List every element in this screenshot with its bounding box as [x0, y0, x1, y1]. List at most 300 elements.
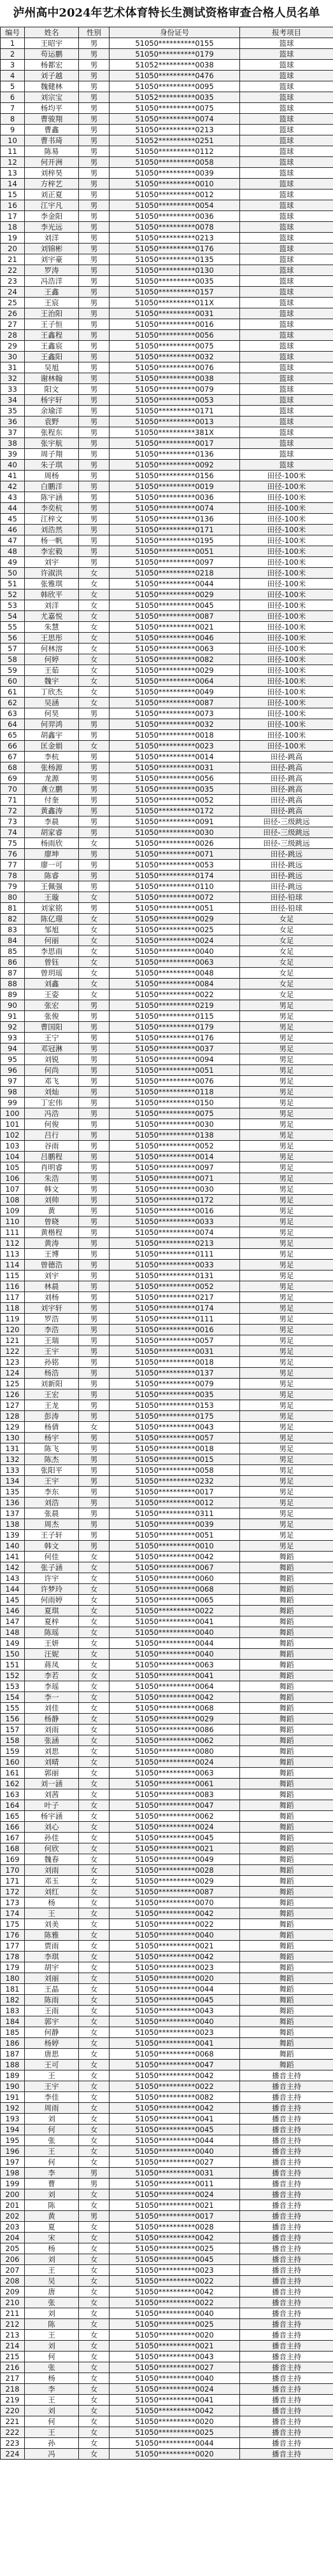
table-row: [1, 298, 333, 308]
cell-id-number: 51050**********0084: [110, 979, 240, 989]
cell-sex: 女: [79, 935, 110, 946]
cell-id-number: 51050**********0078: [110, 222, 240, 233]
cell-name: 陈: [25, 2200, 79, 2211]
cell-event: 舞蹈: [240, 1800, 333, 1811]
cell-event: 男足: [240, 1206, 333, 1216]
table-row: [1, 1216, 333, 1227]
table-row: [1, 2330, 333, 2341]
cell-sex: 女: [79, 568, 110, 579]
cell-name: 贾雨: [25, 1941, 79, 1952]
cell-sex: 男: [79, 1541, 110, 1552]
cell-name: 李佳: [25, 2092, 79, 2103]
table-row: [1, 157, 333, 168]
cell-id-number: 51050**********0195: [110, 535, 240, 546]
cell-sex: 男: [79, 1346, 110, 1357]
cell-sex: 男: [79, 1281, 110, 1292]
cell-event: 田径-100米: [240, 471, 333, 481]
table-row: [1, 968, 333, 979]
cell-number: 213: [1, 2330, 25, 2341]
cell-number: 101: [1, 1119, 25, 1130]
table-row: [1, 1573, 333, 1584]
cell-name: 陈雅: [25, 1930, 79, 1941]
table-row: [1, 1649, 333, 1660]
cell-number: 10: [1, 135, 25, 146]
cell-id-number: 51050**********0032: [110, 352, 240, 362]
cell-sex: 女: [79, 2352, 110, 2362]
cell-number: 42: [1, 481, 25, 492]
cell-id-number: 51050**********0056: [110, 773, 240, 784]
cell-event: 男足: [240, 1508, 333, 1519]
cell-number: 36: [1, 417, 25, 427]
cell-id-number: 51050**********0025: [110, 2319, 240, 2330]
cell-event: 男足: [240, 1325, 333, 1335]
cell-name: 杨一帆: [25, 535, 79, 546]
cell-event: 舞蹈: [240, 1573, 333, 1584]
cell-number: 120: [1, 1325, 25, 1335]
cell-sex: 男: [79, 406, 110, 417]
cell-name: 袁野: [25, 417, 79, 427]
cell-name: 曾晓: [25, 1216, 79, 1227]
cell-name: 刘佳: [25, 1703, 79, 1714]
cell-event: 女足: [240, 968, 333, 979]
cell-id-number: 51050**********0171: [110, 406, 240, 417]
table-row: [1, 1552, 333, 1562]
cell-event: 男足: [240, 1476, 333, 1487]
cell-event: 舞蹈: [240, 2027, 333, 2038]
cell-number: 183: [1, 2006, 25, 2016]
cell-sex: 男: [79, 157, 110, 168]
cell-sex: 男: [79, 1271, 110, 1281]
cell-id-number: 51050**********0153: [110, 1400, 240, 1411]
cell-id-number: 51050**********0053: [110, 860, 240, 871]
cell-number: 28: [1, 330, 25, 341]
cell-name: 李: [25, 2168, 79, 2179]
cell-name: 冯浩: [25, 1108, 79, 1119]
cell-id-number: 51050**********0036: [110, 492, 240, 503]
cell-name: 何丽: [25, 935, 79, 946]
cell-event: 男足: [240, 1098, 333, 1108]
cell-name: 罗涛: [25, 265, 79, 276]
cell-sex: 女: [79, 676, 110, 687]
cell-name: 陈飞: [25, 1443, 79, 1454]
cell-name: 何: [25, 2352, 79, 2362]
cell-id-number: 51050**********0013: [110, 417, 240, 427]
cell-id-number: 51050**********0217: [110, 1292, 240, 1303]
cell-number: 202: [1, 2211, 25, 2222]
cell-sex: 女: [79, 2189, 110, 2200]
cell-sex: 男: [79, 1476, 110, 1487]
table-row: [1, 2438, 333, 2449]
cell-number: 177: [1, 1941, 25, 1952]
cell-number: 137: [1, 1508, 25, 1519]
cell-number: 168: [1, 1843, 25, 1854]
table-row: [1, 1919, 333, 1930]
cell-id-number: 51050**********0058: [110, 1465, 240, 1476]
cell-name: 刘杨: [25, 1292, 79, 1303]
cell-number: 79: [1, 881, 25, 892]
cell-sex: 女: [79, 838, 110, 849]
cell-number: 170: [1, 1865, 25, 1876]
cell-number: 89: [1, 989, 25, 1000]
cell-name: 王宏: [25, 1389, 79, 1400]
cell-name: 张宏: [25, 1000, 79, 1011]
cell-id-number: 51050**********0051: [110, 546, 240, 557]
cell-event: 男足: [240, 1076, 333, 1087]
cell-id-number: 51050**********0052: [110, 1281, 240, 1292]
table-row: [1, 1108, 333, 1119]
cell-id-number: 51050**********0074: [110, 1227, 240, 1238]
cell-id-number: 51050**********0027: [110, 2362, 240, 2373]
cell-sex: 女: [79, 2449, 110, 2460]
cell-name: 王鑫宸: [25, 341, 79, 352]
table-row: [1, 2352, 333, 2362]
cell-sex: 男: [79, 1443, 110, 1454]
cell-event: 男足: [240, 1357, 333, 1368]
table-row: [1, 589, 333, 600]
cell-event: 舞蹈: [240, 1768, 333, 1779]
cell-event: 舞蹈: [240, 1865, 333, 1876]
cell-sex: 女: [79, 2416, 110, 2427]
table-row: [1, 1638, 333, 1649]
cell-name: 王宇: [25, 1476, 79, 1487]
cell-event: 田径-100米: [240, 568, 333, 579]
cell-name: 王: [25, 2265, 79, 2276]
cell-event: 女足: [240, 914, 333, 925]
cell-event: 田径-铅球: [240, 903, 333, 914]
cell-event: 篮球: [240, 460, 333, 471]
cell-id-number: 51050**********0067: [110, 1562, 240, 1573]
cell-number: 130: [1, 1433, 25, 1443]
table-row: [1, 795, 333, 806]
cell-sex: 女: [79, 1649, 110, 1660]
cell-id-number: 51050**********0043: [110, 2352, 240, 2362]
cell-id-number: 51050**********0040: [110, 2373, 240, 2384]
cell-event: 男足: [240, 1541, 333, 1552]
table-row: [1, 719, 333, 730]
cell-id-number: 51050**********0040: [110, 946, 240, 957]
cell-event: 田径-跳高: [240, 762, 333, 773]
cell-sex: 女: [79, 1616, 110, 1627]
cell-sex: 女: [79, 1973, 110, 1984]
cell-event: 舞蹈: [240, 1595, 333, 1606]
cell-event: 舞蹈: [240, 1660, 333, 1670]
cell-number: 56: [1, 633, 25, 644]
table-row: [1, 1152, 333, 1162]
table-row: [1, 1595, 333, 1606]
table-row: [1, 1098, 333, 1108]
cell-number: 76: [1, 849, 25, 860]
cell-name: 魏健林: [25, 81, 79, 92]
cell-id-number: 51050**********0115: [110, 1011, 240, 1022]
cell-number: 113: [1, 1249, 25, 1260]
cell-name: 刘洋: [25, 600, 79, 611]
cell-number: 123: [1, 1357, 25, 1368]
cell-name: 陈: [25, 2319, 79, 2330]
cell-number: 136: [1, 1498, 25, 1508]
cell-id-number: 51050**********0131: [110, 1271, 240, 1281]
cell-id-number: 51050**********0172: [110, 1195, 240, 1206]
cell-sex: 男: [79, 49, 110, 60]
cell-sex: 女: [79, 1422, 110, 1433]
cell-event: 田径-100米: [240, 481, 333, 492]
table-row: [1, 1487, 333, 1498]
cell-name: 张涵: [25, 1735, 79, 1746]
cell-number: 184: [1, 2016, 25, 2027]
cell-number: 49: [1, 557, 25, 568]
cell-number: 80: [1, 892, 25, 903]
table-row: [1, 2406, 333, 2416]
table-row: [1, 1865, 333, 1876]
cell-sex: 男: [79, 114, 110, 125]
cell-event: 舞蹈: [240, 2049, 333, 2060]
cell-name: 许淑洪: [25, 568, 79, 579]
cell-id-number: 51050**********0039: [110, 168, 240, 179]
cell-sex: 女: [79, 989, 110, 1000]
cell-number: 127: [1, 1400, 25, 1411]
cell-id-number: 51050**********0018: [110, 730, 240, 741]
cell-sex: 女: [79, 1660, 110, 1670]
table-row: [1, 1379, 333, 1389]
table-row: [1, 881, 333, 892]
cell-number: 195: [1, 2135, 25, 2146]
cell-event: 舞蹈: [240, 1822, 333, 1833]
cell-event: 男足: [240, 1422, 333, 1433]
cell-sex: 男: [79, 492, 110, 503]
cell-event: 田径-100米: [240, 676, 333, 687]
cell-event: 播音主持: [240, 2297, 333, 2308]
cell-id-number: 51050**********0063: [110, 644, 240, 654]
cell-id-number: 51052**********0035: [110, 92, 240, 103]
cell-sex: 男: [79, 1325, 110, 1335]
cell-sex: 男: [79, 535, 110, 546]
table-row: [1, 611, 333, 622]
cell-id-number: 51050**********0079: [110, 1379, 240, 1389]
cell-event: 男足: [240, 1216, 333, 1227]
cell-sex: 女: [79, 2362, 110, 2373]
table-row: [1, 1400, 333, 1411]
table-row: [1, 2146, 333, 2157]
cell-sex: 女: [79, 1919, 110, 1930]
table-row: [1, 2395, 333, 2406]
cell-id-number: 51050**********0024: [110, 2189, 240, 2200]
cell-name: 陈杰: [25, 1454, 79, 1465]
cell-id-number: 51050**********0042: [110, 1952, 240, 1962]
table-row: [1, 1249, 333, 1260]
cell-event: 播音主持: [240, 2254, 333, 2265]
cell-name: 刘鑫: [25, 979, 79, 989]
cell-id-number: 51050**********0065: [110, 1595, 240, 1606]
cell-sex: 男: [79, 708, 110, 719]
table-row: [1, 222, 333, 233]
cell-name: 李一: [25, 1692, 79, 1703]
cell-name: 付奎: [25, 795, 79, 806]
cell-event: 男足: [240, 1271, 333, 1281]
cell-event: 篮球: [240, 438, 333, 449]
cell-number: 54: [1, 611, 25, 622]
cell-id-number: 51050**********0082: [110, 2092, 240, 2103]
cell-number: 100: [1, 1108, 25, 1119]
table-row: [1, 125, 333, 135]
cell-id-number: 51050**********0056: [110, 330, 240, 341]
cell-name: 刘思: [25, 1746, 79, 1757]
cell-sex: 女: [79, 968, 110, 979]
cell-number: 163: [1, 1789, 25, 1800]
cell-sex: 男: [79, 1000, 110, 1011]
cell-number: 223: [1, 2438, 25, 2449]
cell-event: 播音主持: [240, 2114, 333, 2125]
cell-event: 播音主持: [240, 2103, 333, 2114]
cell-id-number: 51050**********0052: [110, 795, 240, 806]
cell-event: 男足: [240, 1303, 333, 1314]
cell-sex: 男: [79, 1249, 110, 1260]
cell-sex: 男: [79, 460, 110, 471]
cell-number: 174: [1, 1908, 25, 1919]
cell-id-number: 51050**********0068: [110, 1584, 240, 1595]
cell-id-number: 51050**********0042: [110, 2103, 240, 2114]
table-row: [1, 2103, 333, 2114]
table-row: [1, 1887, 333, 1898]
table-row: [1, 1065, 333, 1076]
cell-event: 田径-100米: [240, 589, 333, 600]
cell-name: 王: [25, 2395, 79, 2406]
table-row: [1, 2168, 333, 2179]
cell-name: 陈睿: [25, 871, 79, 881]
table-row: [1, 1076, 333, 1087]
cell-id-number: 51050**********0040: [110, 1930, 240, 1941]
table-row: [1, 1843, 333, 1854]
cell-name: 吴旭: [25, 362, 79, 373]
cell-number: 208: [1, 2276, 25, 2287]
cell-sex: 女: [79, 622, 110, 633]
cell-name: 阳文: [25, 384, 79, 395]
cell-event: 舞蹈: [240, 1681, 333, 1692]
cell-number: 72: [1, 806, 25, 816]
cell-sex: 男: [79, 903, 110, 914]
cell-number: 53: [1, 600, 25, 611]
cell-sex: 女: [79, 946, 110, 957]
cell-name: 杨都宏: [25, 60, 79, 71]
cell-number: 149: [1, 1638, 25, 1649]
cell-sex: 男: [79, 481, 110, 492]
cell-event: 男足: [240, 1238, 333, 1249]
cell-id-number: 51050**********0095: [110, 81, 240, 92]
cell-id-number: 51050**********0087: [110, 698, 240, 708]
cell-event: 篮球: [240, 200, 333, 211]
cell-sex: 男: [79, 352, 110, 362]
cell-event: 舞蹈: [240, 1725, 333, 1735]
cell-event: 篮球: [240, 125, 333, 135]
cell-id-number: 51050**********0111: [110, 1314, 240, 1325]
cell-name: 何开洲: [25, 157, 79, 168]
cell-sex: 男: [79, 1368, 110, 1379]
cell-event: 播音主持: [240, 2179, 333, 2189]
cell-event: 播音主持: [240, 2341, 333, 2352]
table-row: [1, 903, 333, 914]
cell-name: 郭丽: [25, 1768, 79, 1779]
cell-sex: 女: [79, 1627, 110, 1638]
table-row: [1, 1238, 333, 1249]
cell-number: 185: [1, 2027, 25, 2038]
cell-id-number: 51050**********0018: [110, 1357, 240, 1368]
cell-number: 180: [1, 1973, 25, 1984]
cell-name: 刘锐: [25, 1054, 79, 1065]
cell-sex: 男: [79, 881, 110, 892]
cell-id-number: 51050**********0074: [110, 503, 240, 514]
cell-event: 舞蹈: [240, 1627, 333, 1638]
cell-sex: 女: [79, 579, 110, 589]
cell-number: 181: [1, 1984, 25, 1995]
cell-number: 21: [1, 254, 25, 265]
cell-id-number: 51050**********0023: [110, 2027, 240, 2038]
cell-name: 王: [25, 1908, 79, 1919]
table-row: [1, 276, 333, 287]
cell-event: 篮球: [240, 92, 333, 103]
cell-number: 218: [1, 2384, 25, 2395]
cell-event: 女足: [240, 979, 333, 989]
cell-sex: 女: [79, 914, 110, 925]
table-row: [1, 481, 333, 492]
cell-number: 88: [1, 979, 25, 989]
cell-number: 4: [1, 71, 25, 81]
table-row: [1, 1087, 333, 1098]
cell-name: 李浩: [25, 1325, 79, 1335]
cell-id-number: 51050**********0076: [110, 1076, 240, 1087]
cell-name: 曹: [25, 2179, 79, 2189]
cell-id-number: 51050**********0062: [110, 1735, 240, 1746]
cell-event: 播音主持: [240, 2211, 333, 2222]
cell-event: 舞蹈: [240, 2006, 333, 2016]
cell-sex: 男: [79, 762, 110, 773]
cell-name: 杨: [25, 1898, 79, 1908]
table-row: [1, 979, 333, 989]
cell-event: 田径-100米: [240, 557, 333, 568]
cell-sex: 女: [79, 2038, 110, 2049]
cell-sex: 男: [79, 1238, 110, 1249]
table-row: [1, 1195, 333, 1206]
cell-id-number: 51050**********0476: [110, 71, 240, 81]
table-row: [1, 1800, 333, 1811]
cell-event: 男足: [240, 1130, 333, 1141]
cell-event: 播音主持: [240, 2146, 333, 2157]
cell-event: 舞蹈: [240, 1606, 333, 1616]
cell-event: 田径-跳远: [240, 881, 333, 892]
cell-event: 篮球: [240, 114, 333, 125]
cell-id-number: 51050**********0052: [110, 1141, 240, 1152]
cell-event: 男足: [240, 1346, 333, 1357]
cell-id-number: 51050**********0028: [110, 1865, 240, 1876]
cell-event: 篮球: [240, 308, 333, 319]
cell-sex: 女: [79, 2438, 110, 2449]
table-row: [1, 687, 333, 698]
cell-id-number: 51050**********0023: [110, 1962, 240, 1973]
cell-name: 刘晴: [25, 1757, 79, 1768]
cell-id-number: 51050**********0014: [110, 752, 240, 762]
cell-id-number: 51050**********0046: [110, 633, 240, 644]
cell-number: 176: [1, 1930, 25, 1941]
cell-event: 播音主持: [240, 2406, 333, 2416]
cell-sex: 男: [79, 1206, 110, 1216]
cell-event: 舞蹈: [240, 1692, 333, 1703]
cell-id-number: 51050**********0097: [110, 1162, 240, 1173]
table-row: [1, 838, 333, 849]
cell-event: 男足: [240, 1530, 333, 1541]
cell-id-number: 51050**********0063: [110, 957, 240, 968]
cell-number: 52: [1, 589, 25, 600]
table-row: [1, 2319, 333, 2330]
cell-name: 李思雨: [25, 946, 79, 957]
table-row: [1, 1584, 333, 1595]
cell-number: 199: [1, 2179, 25, 2189]
